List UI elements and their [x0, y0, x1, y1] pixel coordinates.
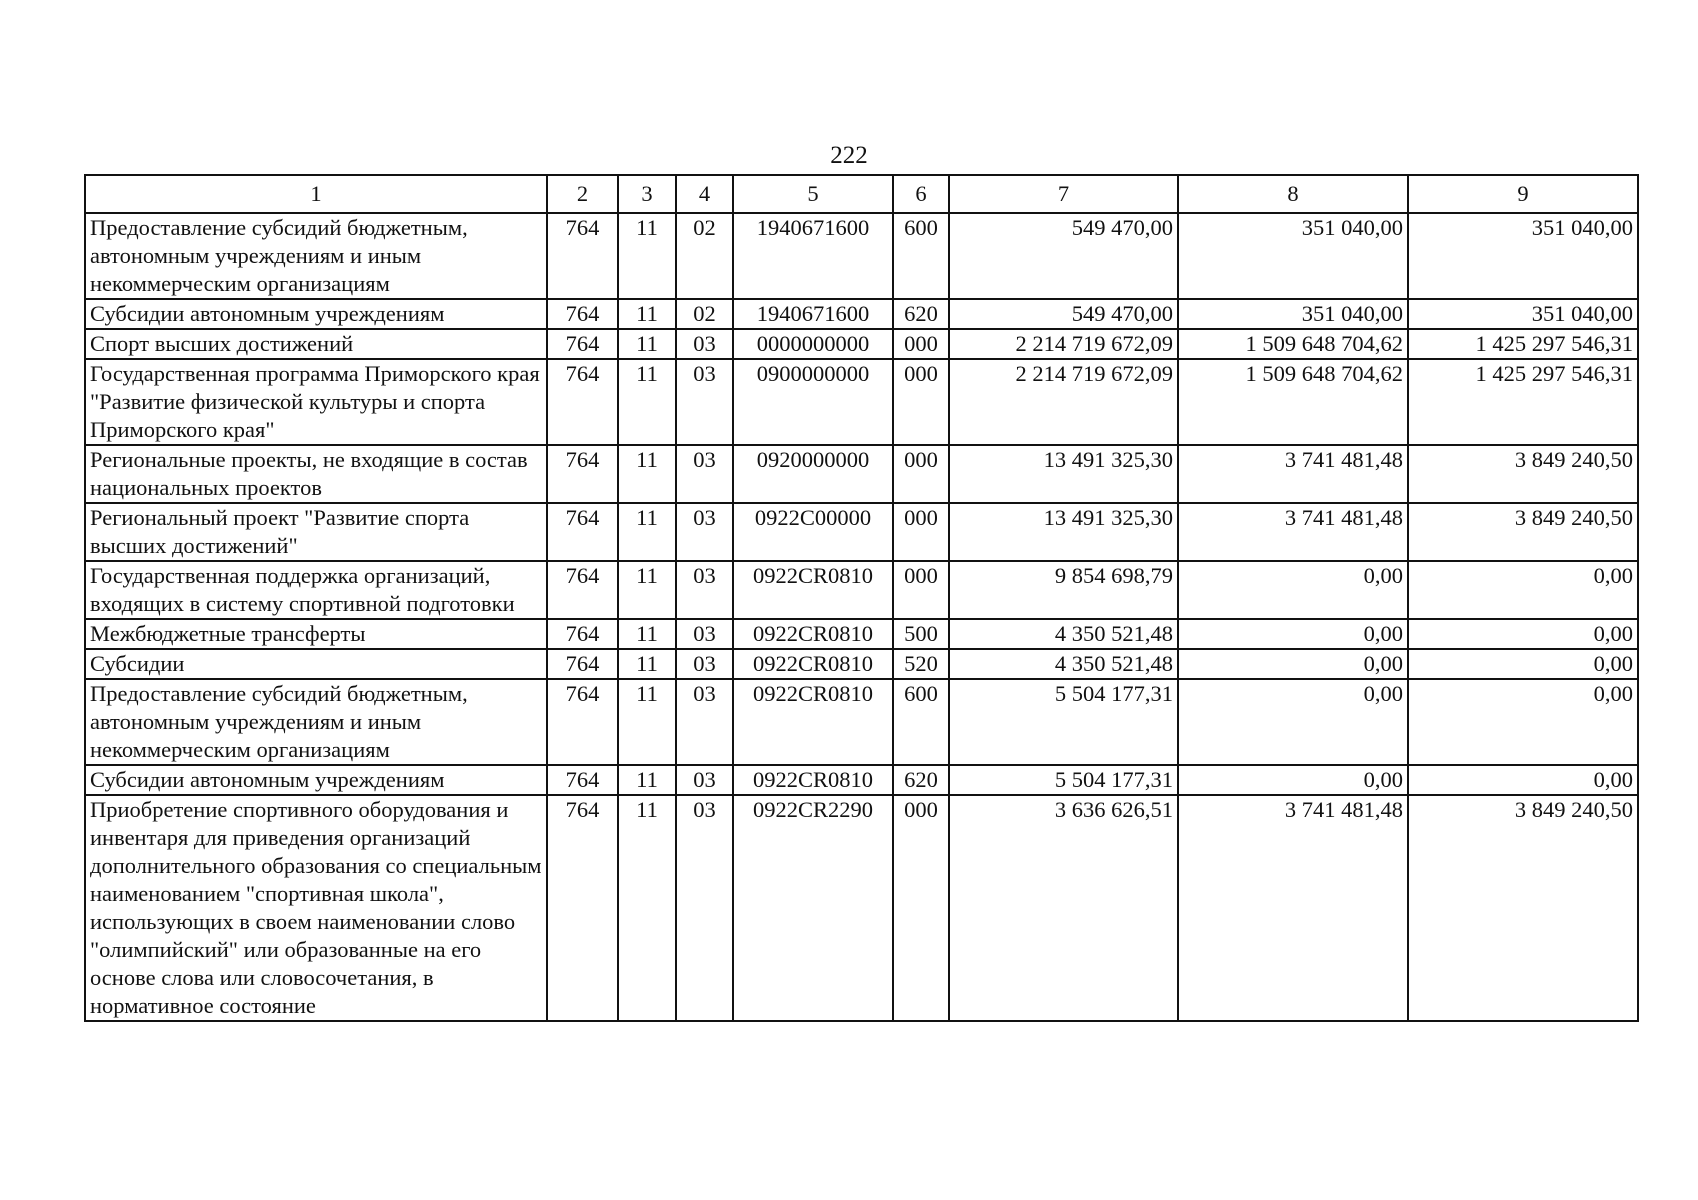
- amount-year2-cell: 1 509 648 704,62: [1178, 329, 1408, 359]
- amount-year1-cell: 4 350 521,48: [949, 649, 1178, 679]
- column-header: 8: [1178, 175, 1408, 213]
- section-code-cell: 11: [618, 445, 676, 503]
- admin-code-cell: 764: [547, 795, 618, 1021]
- subsection-code-cell: 02: [676, 299, 733, 329]
- amount-year3-cell: 0,00: [1408, 561, 1638, 619]
- target-article-cell: 0000000000: [733, 329, 893, 359]
- item-name-cell: Государственная программа Приморского края "Развитие физической культуры и спорта Приморского края": [85, 359, 547, 445]
- amount-year1-cell: 5 504 177,31: [949, 765, 1178, 795]
- item-name-cell: Государственная поддержка организаций, входящих в систему спортивной подготовки: [85, 561, 547, 619]
- subsection-code-cell: 02: [676, 213, 733, 299]
- admin-code-cell: 764: [547, 561, 618, 619]
- target-article-cell: 0922CR0810: [733, 679, 893, 765]
- amount-year3-cell: 0,00: [1408, 619, 1638, 649]
- target-article-cell: 0900000000: [733, 359, 893, 445]
- table-row: [85, 445, 1638, 503]
- expense-type-cell: 000: [893, 503, 949, 561]
- expense-type-cell: 000: [893, 359, 949, 445]
- section-code-cell: 11: [618, 503, 676, 561]
- item-name-cell: Предоставление субсидий бюджетным, автономным учреждениям и иным некоммерческим организациям: [85, 213, 547, 299]
- amount-year2-cell: 351 040,00: [1178, 213, 1408, 299]
- table-row: [85, 765, 1638, 795]
- item-name-cell: Субсидии: [85, 649, 547, 679]
- admin-code-cell: 764: [547, 299, 618, 329]
- item-name-cell: Региональные проекты, не входящие в состав национальных проектов: [85, 445, 547, 503]
- expense-type-cell: 620: [893, 299, 949, 329]
- amount-year2-cell: 0,00: [1178, 765, 1408, 795]
- target-article-cell: 0922CR0810: [733, 765, 893, 795]
- subsection-code-cell: 03: [676, 679, 733, 765]
- target-article-cell: 0922CR0810: [733, 561, 893, 619]
- subsection-code-cell: 03: [676, 619, 733, 649]
- table-row: [85, 795, 1638, 1021]
- item-name-cell: Субсидии автономным учреждениям: [85, 299, 547, 329]
- column-header: 3: [618, 175, 676, 213]
- column-header: 5: [733, 175, 893, 213]
- admin-code-cell: 764: [547, 359, 618, 445]
- table-row: [85, 329, 1638, 359]
- expense-type-cell: 000: [893, 445, 949, 503]
- target-article-cell: 1940671600: [733, 299, 893, 329]
- target-article-cell: 0922CR2290: [733, 795, 893, 1021]
- column-header: 1: [85, 175, 547, 213]
- section-code-cell: 11: [618, 213, 676, 299]
- target-article-cell: 0922CR0810: [733, 619, 893, 649]
- amount-year1-cell: 549 470,00: [949, 299, 1178, 329]
- amount-year3-cell: 0,00: [1408, 649, 1638, 679]
- amount-year2-cell: 3 741 481,48: [1178, 795, 1408, 1021]
- amount-year2-cell: 1 509 648 704,62: [1178, 359, 1408, 445]
- subsection-code-cell: 03: [676, 445, 733, 503]
- amount-year1-cell: 4 350 521,48: [949, 619, 1178, 649]
- admin-code-cell: 764: [547, 445, 618, 503]
- admin-code-cell: 764: [547, 679, 618, 765]
- amount-year1-cell: 9 854 698,79: [949, 561, 1178, 619]
- column-header: 4: [676, 175, 733, 213]
- item-name-cell: Субсидии автономным учреждениям: [85, 765, 547, 795]
- admin-code-cell: 764: [547, 503, 618, 561]
- target-article-cell: 1940671600: [733, 213, 893, 299]
- item-name-cell: Спорт высших достижений: [85, 329, 547, 359]
- section-code-cell: 11: [618, 765, 676, 795]
- amount-year1-cell: 13 491 325,30: [949, 445, 1178, 503]
- table-row: [85, 359, 1638, 445]
- amount-year3-cell: 0,00: [1408, 679, 1638, 765]
- column-header: 9: [1408, 175, 1638, 213]
- amount-year3-cell: 351 040,00: [1408, 213, 1638, 299]
- subsection-code-cell: 03: [676, 765, 733, 795]
- admin-code-cell: 764: [547, 765, 618, 795]
- section-code-cell: 11: [618, 619, 676, 649]
- item-name-cell: Предоставление субсидий бюджетным, автономным учреждениям и иным некоммерческим организациям: [85, 679, 547, 765]
- section-code-cell: 11: [618, 679, 676, 765]
- expense-type-cell: 000: [893, 329, 949, 359]
- item-name-cell: Региональный проект "Развитие спорта высших достижений": [85, 503, 547, 561]
- subsection-code-cell: 03: [676, 561, 733, 619]
- table-row: [85, 213, 1638, 299]
- table-row: [85, 649, 1638, 679]
- item-name-cell: Межбюджетные трансферты: [85, 619, 547, 649]
- section-code-cell: 11: [618, 649, 676, 679]
- page-number: 222: [830, 142, 868, 169]
- amount-year3-cell: 3 849 240,50: [1408, 445, 1638, 503]
- amount-year2-cell: 0,00: [1178, 561, 1408, 619]
- amount-year2-cell: 3 741 481,48: [1178, 503, 1408, 561]
- subsection-code-cell: 03: [676, 649, 733, 679]
- budget-table: [84, 174, 1639, 1022]
- subsection-code-cell: 03: [676, 503, 733, 561]
- section-code-cell: 11: [618, 299, 676, 329]
- target-article-cell: 0922C00000: [733, 503, 893, 561]
- admin-code-cell: 764: [547, 619, 618, 649]
- expense-type-cell: 520: [893, 649, 949, 679]
- target-article-cell: 0920000000: [733, 445, 893, 503]
- amount-year3-cell: 1 425 297 546,31: [1408, 359, 1638, 445]
- amount-year3-cell: 0,00: [1408, 765, 1638, 795]
- table-row: [85, 561, 1638, 619]
- amount-year1-cell: 549 470,00: [949, 213, 1178, 299]
- section-code-cell: 11: [618, 359, 676, 445]
- table-row: [85, 679, 1638, 765]
- admin-code-cell: 764: [547, 649, 618, 679]
- expense-type-cell: 000: [893, 795, 949, 1021]
- column-header: 2: [547, 175, 618, 213]
- section-code-cell: 11: [618, 561, 676, 619]
- amount-year3-cell: 351 040,00: [1408, 299, 1638, 329]
- subsection-code-cell: 03: [676, 329, 733, 359]
- section-code-cell: 11: [618, 795, 676, 1021]
- expense-type-cell: 620: [893, 765, 949, 795]
- subsection-code-cell: 03: [676, 795, 733, 1021]
- amount-year1-cell: 2 214 719 672,09: [949, 329, 1178, 359]
- amount-year3-cell: 1 425 297 546,31: [1408, 329, 1638, 359]
- table-row: [85, 619, 1638, 649]
- amount-year2-cell: 351 040,00: [1178, 299, 1408, 329]
- amount-year3-cell: 3 849 240,50: [1408, 503, 1638, 561]
- amount-year1-cell: 13 491 325,30: [949, 503, 1178, 561]
- expense-type-cell: 500: [893, 619, 949, 649]
- amount-year1-cell: 3 636 626,51: [949, 795, 1178, 1021]
- amount-year2-cell: 3 741 481,48: [1178, 445, 1408, 503]
- amount-year3-cell: 3 849 240,50: [1408, 795, 1638, 1021]
- subsection-code-cell: 03: [676, 359, 733, 445]
- item-name-cell: Приобретение спортивного оборудования и инвентаря для приведения организаций дополнительного образования со специальным наименованием "спортивная школа", использующих в своем наименовании слово "олимпийский" или образованные на его основе слова или словосочетания, в нормативное состояние: [85, 795, 547, 1021]
- expense-type-cell: 600: [893, 213, 949, 299]
- section-code-cell: 11: [618, 329, 676, 359]
- target-article-cell: 0922CR0810: [733, 649, 893, 679]
- expense-type-cell: 600: [893, 679, 949, 765]
- amount-year2-cell: 0,00: [1178, 649, 1408, 679]
- amount-year2-cell: 0,00: [1178, 619, 1408, 649]
- amount-year2-cell: 0,00: [1178, 679, 1408, 765]
- column-header: 7: [949, 175, 1178, 213]
- admin-code-cell: 764: [547, 329, 618, 359]
- amount-year1-cell: 2 214 719 672,09: [949, 359, 1178, 445]
- table-row: [85, 299, 1638, 329]
- amount-year1-cell: 5 504 177,31: [949, 679, 1178, 765]
- expense-type-cell: 000: [893, 561, 949, 619]
- column-header: 6: [893, 175, 949, 213]
- column-number-row: [85, 175, 1638, 213]
- table-row: [85, 503, 1638, 561]
- admin-code-cell: 764: [547, 213, 618, 299]
